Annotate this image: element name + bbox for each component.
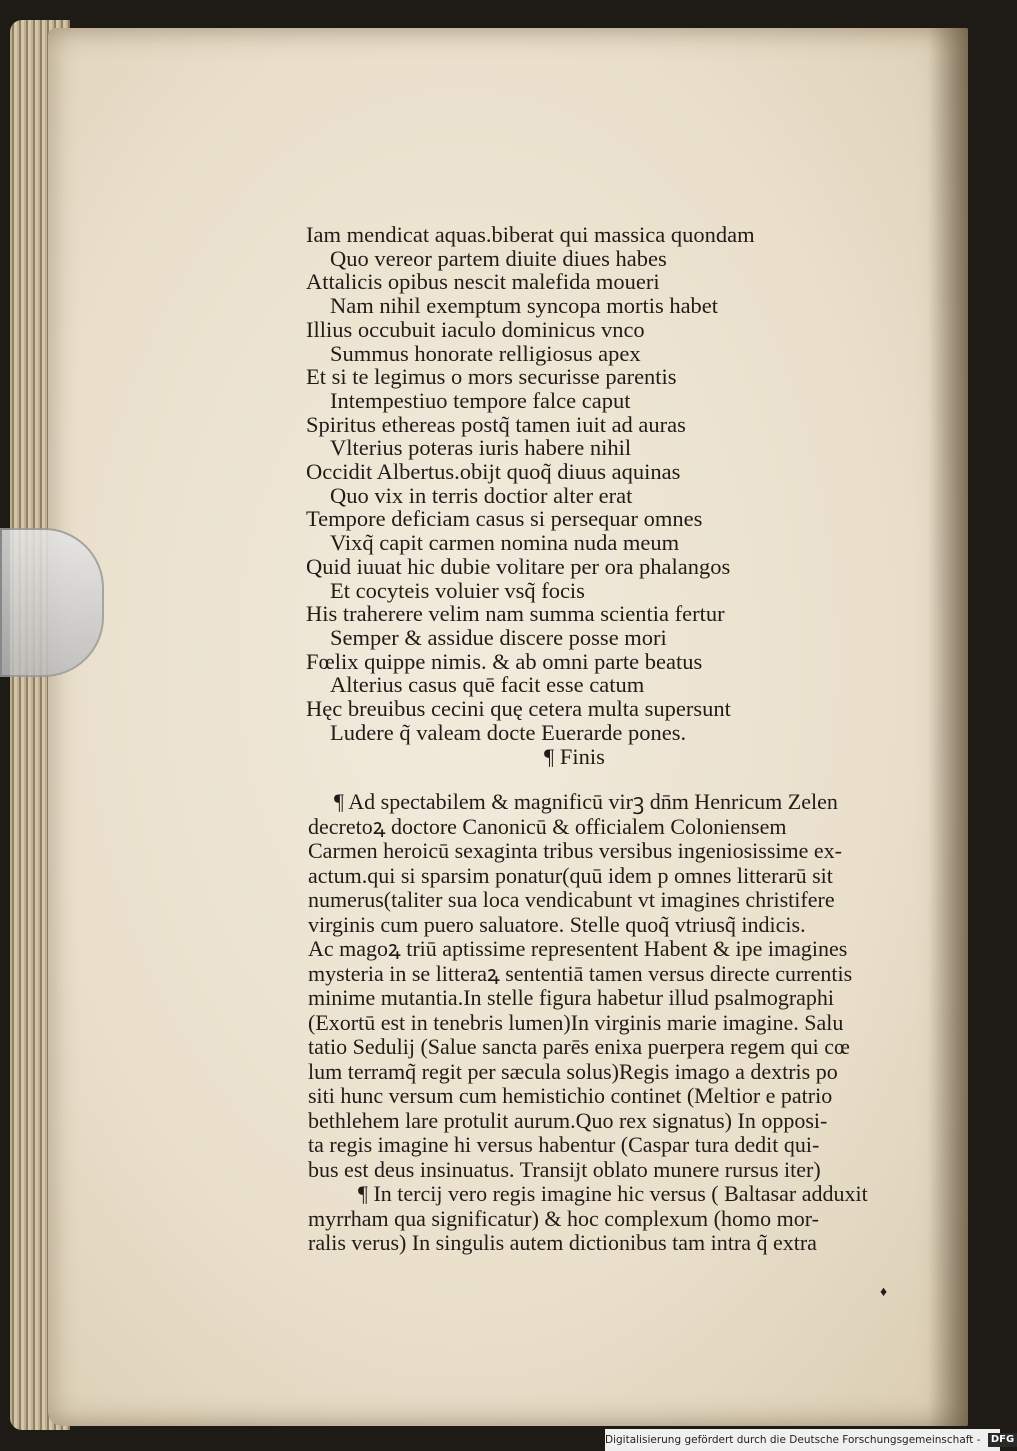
funding-footer xyxy=(605,1429,1015,1451)
page-ornament-mark: ♦ xyxy=(880,1285,888,1300)
prose-line: virginis cum puero saluatore. Stelle quoq̃ vtriusq̃ indicis. xyxy=(308,911,806,937)
verse-line: Quo vix in terris doctior alter erat xyxy=(330,482,633,508)
book-page xyxy=(48,28,968,1426)
verse-line: Et si te legimus o mors securisse parentis xyxy=(306,364,677,390)
verse-line: Hęc breuibus cecini quę cetera multa supersunt xyxy=(306,696,731,722)
verse-line: Et cocyteis voluier vsq̃ focis xyxy=(330,577,585,603)
verse-line: Alterius casus quē facit esse catum xyxy=(330,672,645,698)
prose-line: (Exortū est in tenebris lumen)In virginis marie imagine. Salu xyxy=(308,1009,844,1035)
prose-section xyxy=(308,790,928,1256)
verse-line: Spiritus ethereas postq̃ tamen iuit ad auras xyxy=(306,411,686,437)
footer-text: Digitalisierung gefördert durch die Deutsche Forschungsgemeinschaft - xyxy=(605,1434,981,1446)
verse-line: Illius occubuit iaculo dominicus vnco xyxy=(306,316,645,342)
verse-line: Ludere q̃ valeam docte Euerarde pones. xyxy=(330,719,687,745)
prose-line: siti hunc versum cum hemistichio continet (Meltior e patrio xyxy=(308,1083,833,1108)
prose-line: bethlehem lare protulit aurum.Quo rex signatus) In opposi- xyxy=(308,1107,828,1133)
verse-line: Semper & assidue discere posse mori xyxy=(330,624,667,650)
verse-line: Iam mendicat aquas.biberat qui massica quondam xyxy=(306,222,755,247)
verse-line: Intempestiuo tempore falce caput xyxy=(330,387,631,413)
prose-line: Carmen heroicū sexaginta tribus versibus ingeniosissime ex- xyxy=(308,838,842,863)
verse-line: Attalicis opibus nescit malefida moueri xyxy=(306,269,660,295)
prose-line: actum.qui si sparsim ponatur(quū idem p omnes litterarū sit xyxy=(308,862,833,888)
prose-line: myrrham qua significatur) & hoc complexum (homo mor- xyxy=(308,1205,819,1231)
dfg-logo: DFG xyxy=(988,1433,1017,1447)
verse-line: Vixq̃ capit carmen nomina nuda meum xyxy=(330,530,680,556)
prose-line: ¶ Ad spectabilem & magnificū virꝫ dn̄m Henricum Zelen xyxy=(334,789,838,814)
prose-line: ta regis imagine hi versus habentur (Caspar tura dedit qui- xyxy=(308,1132,820,1157)
prose-line: tatio Sedulij (Salue sancta parēs enixa puerpera regem qui cœ xyxy=(308,1034,850,1059)
poem-verses xyxy=(306,223,946,770)
prose-line: Ac magoꝝ triū aptissime representent Habent & ipe imagines xyxy=(308,936,848,961)
finis-heading: ¶ Finis xyxy=(544,744,605,770)
prose-line: mysteria in se litteraꝝ sententiā tamen versus directe currentis xyxy=(308,960,853,986)
prose-line: minime mutantia.In stelle figura habetur illud psalmographi xyxy=(308,985,835,1010)
book-clip xyxy=(0,528,104,677)
verse-line: Fœlix quippe nimis. & ab omni parte beatus xyxy=(306,648,703,674)
verse-line: Vlterius poteras iuris habere nihil xyxy=(330,435,632,461)
verse-line: Quo vereor partem diuite diues habes xyxy=(330,245,667,271)
prose-line: ralis verus) In singulis autem dictionibus tam intra q̃ extra xyxy=(308,1230,817,1255)
verse-line: Occidit Albertus.obijt quoq̃ diuus aquinas xyxy=(306,459,681,485)
prose-line: bus est deus insinuatus. Transijt oblato munere rursus iter) xyxy=(308,1156,821,1182)
verse-line: Tempore deficiam casus si persequar omnes xyxy=(306,506,703,532)
prose-line: lum terramq̃ regit per sæcula solus)Regis imago a dextris po xyxy=(308,1058,838,1084)
prose-line: decretoꝝ doctore Canonicū & officialem Coloniensem xyxy=(308,813,787,839)
verse-line: Quid iuuat hic dubie volitare per ora phalangos xyxy=(306,553,731,579)
prose-line: numerus(taliter sua loca vendicabunt vt imagines christifere xyxy=(308,887,835,912)
prose-line: ¶ In tercij vero regis imagine hic versus ( Baltasar adduxit xyxy=(358,1181,868,1206)
verse-line: Summus honorate relligiosus apex xyxy=(330,340,641,366)
verse-line: Nam nihil exemptum syncopa mortis habet xyxy=(330,293,719,319)
verse-line: His traherere velim nam summa scientia fertur xyxy=(306,601,725,627)
